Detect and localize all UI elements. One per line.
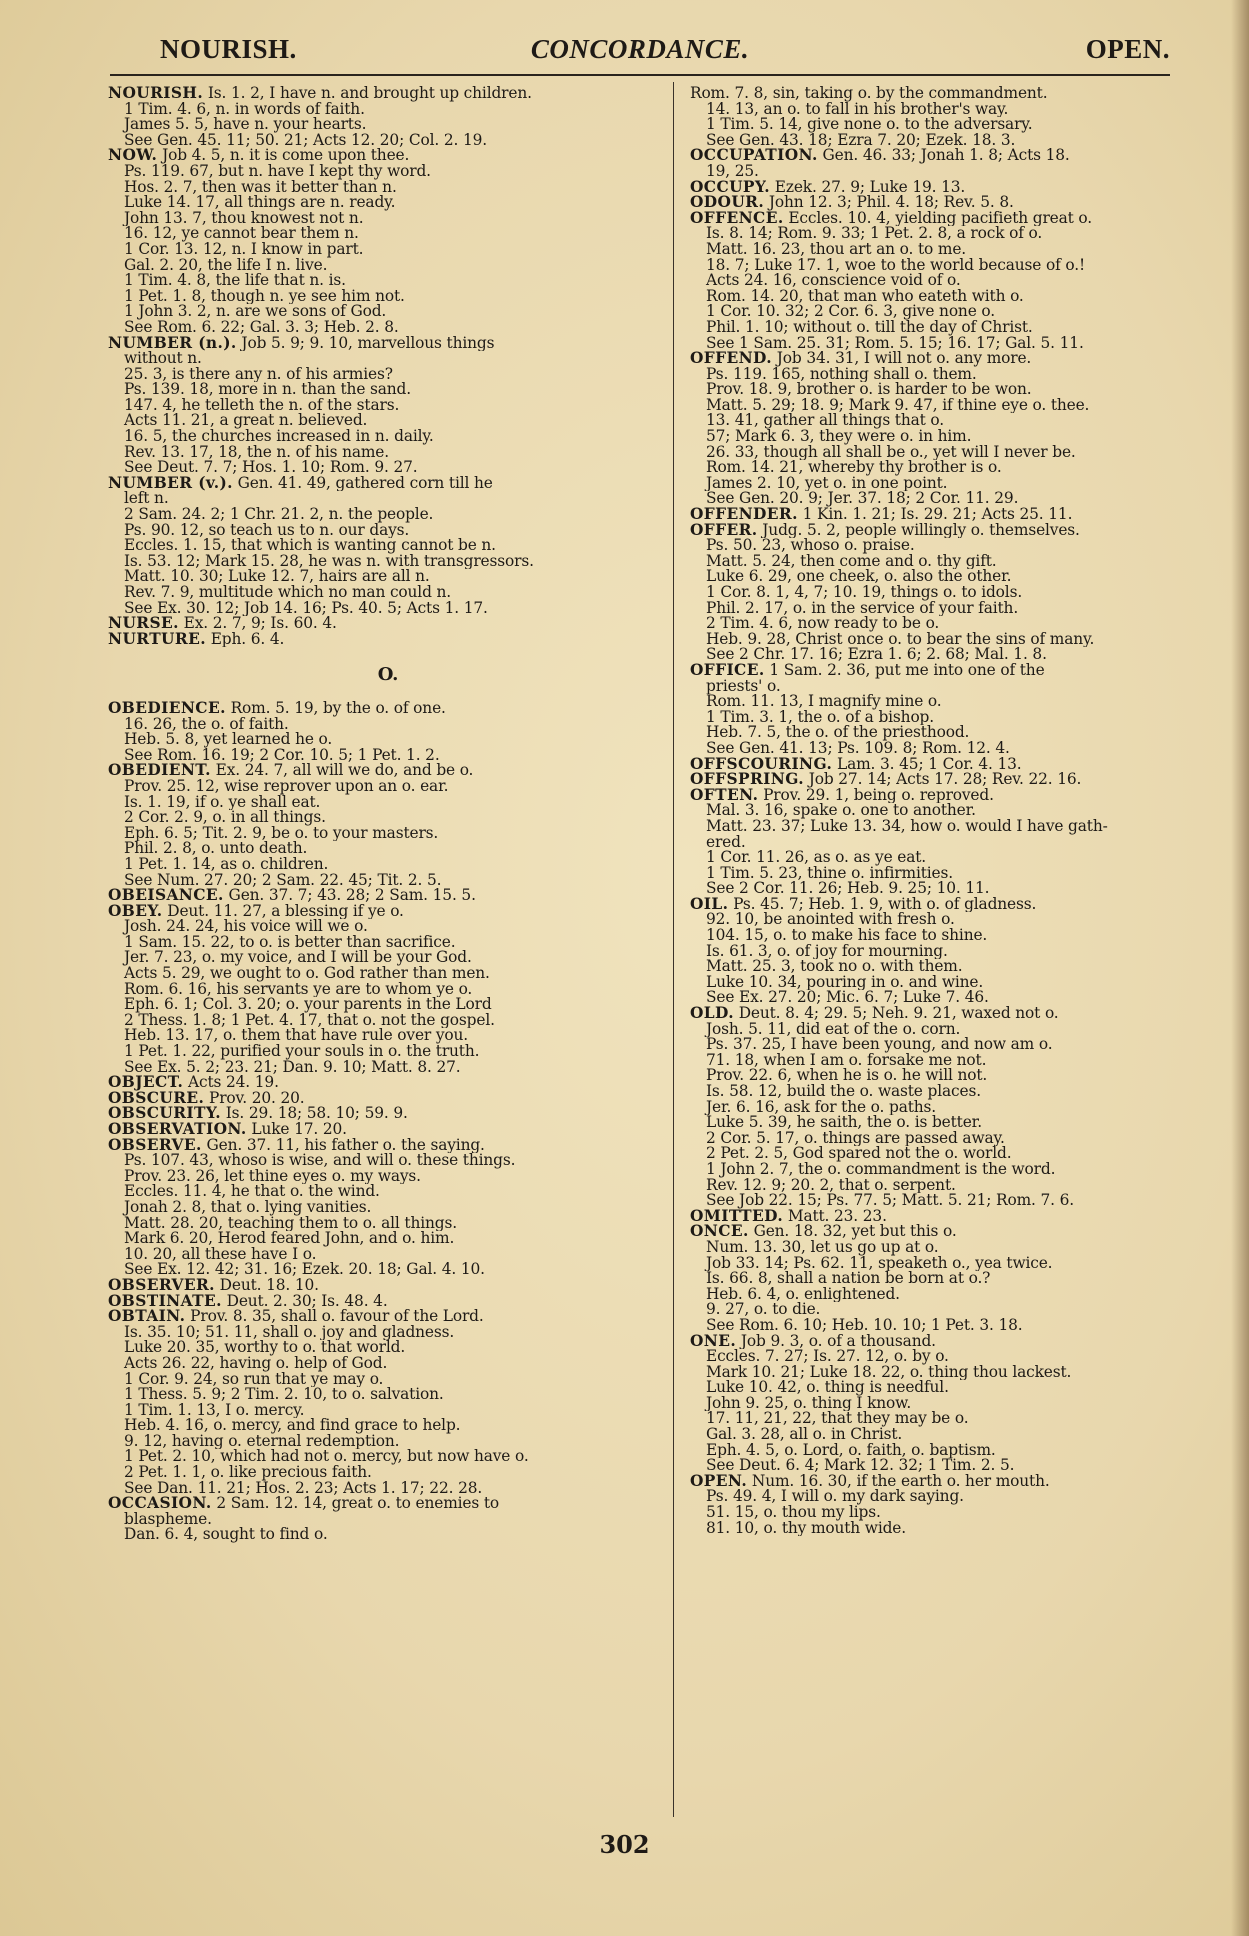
entry-headword: OBEDIENT. xyxy=(108,763,211,779)
reference-line: Is. 66. 8, shall a nation be born at o.? xyxy=(706,1271,991,1287)
header-center: CONCORDANCE. xyxy=(530,34,750,64)
entry-text: Gen. 46. 33; Jonah 1. 8; Acts 18. xyxy=(817,148,1070,164)
entry-text: Judg. 5. 2, people willingly o. themselves. xyxy=(757,522,1080,539)
reference-line: Is. 35. 10; 51. 11, shall o. joy and gladness. xyxy=(124,1324,455,1341)
entry-line xyxy=(690,1209,1215,1225)
entry-headword: OBSCURE. xyxy=(108,1090,205,1107)
entry-headword: OFFSCOURING. xyxy=(690,756,833,773)
reference-line: Rom. 14. 21, whereby thy brother is o. xyxy=(706,460,1002,476)
entry-text: Ex. 2. 7, 9; Is. 60. 4. xyxy=(178,616,337,632)
entry-text: Ezek. 27. 9; Luke 19. 13. xyxy=(770,179,966,196)
reference-line: Job 33. 14; Ps. 62. 11, speaketh o., yea twice. xyxy=(706,1255,1053,1272)
entry-line xyxy=(690,507,1215,523)
reference-line: See Deut. 6. 4; Mark 12. 32; 1 Tim. 2. 5. xyxy=(706,1458,1015,1474)
reference-line: Eph. 4. 5, o. Lord, o. faith, o. baptism. xyxy=(706,1442,996,1459)
reference-line: Eccles. 11. 4, he that o. the wind. xyxy=(124,1184,380,1200)
reference-line: Luke 10. 34, pouring in o. and wine. xyxy=(706,974,984,991)
entry-headword: OBEISANCE. xyxy=(108,888,224,904)
reference-line: 2 Cor. 2. 9, o. in all things. xyxy=(124,810,326,826)
reference-line: 9. 12, having o. eternal redemption. xyxy=(124,1433,400,1450)
header-left: NOURISH. xyxy=(160,34,297,64)
entry-headword: OBEY. xyxy=(108,903,163,920)
entry-headword: OFFER. xyxy=(690,522,758,539)
page-number: 302 xyxy=(599,1830,650,1859)
entry-line xyxy=(108,148,668,164)
reference-line: Jonah 2. 8, that o. lying vanities. xyxy=(124,1199,372,1216)
entry-line xyxy=(690,523,1215,539)
reference-line: See Rom. 6. 10; Heb. 10. 10; 1 Pet. 3. 18. xyxy=(706,1317,1023,1334)
entry-line xyxy=(690,148,1215,164)
reference-line: 2 Thess. 1. 8; 1 Pet. 4. 17, that o. not the gospel. xyxy=(124,1012,495,1029)
reference-line: 1 Pet. 2. 10, which had not o. mercy, but now have o. xyxy=(124,1449,529,1466)
reference-line: 13. 41, gather all things that o. xyxy=(706,413,944,430)
entry-line xyxy=(690,1334,1215,1350)
reference-line: 18. 7; Luke 17. 1, woe to the world because of o.! xyxy=(706,257,1085,274)
entry-text: Job 34. 31, I will not o. any more. xyxy=(772,351,1032,367)
reference-line: Phil. 2. 8, o. unto death. xyxy=(124,841,308,857)
entry-line xyxy=(690,788,1215,804)
reference-line: Is. 8. 14; Rom. 9. 33; 1 Pet. 2. 8, a rock of o. xyxy=(706,226,1043,242)
reference-line: Ps. 119. 67, but n. have I kept thy word. xyxy=(124,163,431,180)
reference-line: 1 Cor. 11. 26, as o. as ye eat. xyxy=(706,850,927,866)
running-header xyxy=(110,28,1170,72)
entry-headword: OBSTINATE. xyxy=(108,1293,222,1310)
entry-line xyxy=(108,1496,668,1512)
entry-text: Prov. 29. 1, being o. reproved. xyxy=(758,787,994,804)
entry-line xyxy=(690,86,1215,102)
reference-line: 1 Cor. 9. 24, so run that ye may o. xyxy=(124,1371,384,1388)
reference-line: Luke 5. 39, he saith, the o. is better. xyxy=(706,1115,982,1131)
reference-line: See Ex. 30. 12; Job 14. 16; Ps. 40. 5; Acts 1. 17. xyxy=(124,600,488,617)
header-right: OPEN. xyxy=(1085,34,1170,64)
reference-line: 17. 11, 21, 22, that they may be o. xyxy=(706,1411,969,1428)
reference-line: 1 Sam. 15. 22, to o. is better than sacrifice. xyxy=(124,934,456,951)
reference-line: 25. 3, is there any n. of his armies? xyxy=(124,366,393,383)
entry-headword: NURSE. xyxy=(108,616,179,632)
reference-line: Gal. 2. 20, the life I n. live. xyxy=(124,257,328,274)
reference-line: 1 Pet. 1. 14, as o. children. xyxy=(124,856,329,873)
entry-headword: OFFENCE. xyxy=(690,210,784,227)
entry-text: Job 4. 5, n. it is come upon thee. xyxy=(157,148,410,164)
reference-line: 1 Cor. 8. 1, 4, 7; 10. 19, things o. to idols. xyxy=(706,585,1023,601)
reference-line: Acts 26. 22, having o. help of God. xyxy=(124,1355,388,1372)
reference-line: Rom. 6. 16, his servants ye are to whom ye o. xyxy=(124,981,473,998)
reference-line: John 13. 7, thou knowest not n. xyxy=(124,210,364,227)
reference-line: without n. xyxy=(124,351,202,367)
entry-line xyxy=(108,336,668,352)
entry-text: Num. 16. 30, if the earth o. her mouth. xyxy=(747,1473,1050,1490)
entry-text: Job 27. 14; Acts 17. 28; Rev. 22. 16. xyxy=(803,772,1082,788)
entry-line xyxy=(108,701,668,717)
entry-line xyxy=(108,1106,668,1122)
entry-line xyxy=(108,1294,668,1310)
reference-line: 1 Tim. 4. 8, the life that n. is. xyxy=(124,273,346,289)
reference-line: blaspheme. xyxy=(124,1511,212,1528)
reference-line: 26. 33, though all shall be o., yet will I never be. xyxy=(706,444,1076,461)
entry-text: Deut. 2. 30; Is. 48. 4. xyxy=(221,1293,388,1310)
reference-line: Matt. 5. 24, then come and o. thy gift. xyxy=(706,553,997,570)
reference-line: See Rom. 16. 19; 2 Cor. 10. 5; 1 Pet. 1. 2. xyxy=(124,747,440,764)
reference-line: Mark 6. 20, Herod feared John, and o. him. xyxy=(124,1231,455,1247)
entry-line xyxy=(690,772,1215,788)
reference-line: Is. 61. 3, o. of joy for mourning. xyxy=(706,943,948,960)
reference-line: James 5. 5, have n. your hearts. xyxy=(124,117,367,133)
entry-line xyxy=(108,632,668,648)
reference-line: Prov. 18. 9, brother o. is harder to be won. xyxy=(706,382,1032,398)
reference-line: Eph. 6. 1; Col. 3. 20; o. your parents in the Lord xyxy=(124,997,492,1013)
right-column xyxy=(690,86,1215,1536)
entry-text: Rom. 7. 8, sin, taking o. by the commandment. xyxy=(690,86,1048,102)
entry-text: 1 Kin. 1. 21; Is. 29. 21; Acts 25. 11. xyxy=(797,507,1073,523)
entry-text: Is. 1. 2, I have n. and brought up children. xyxy=(203,86,532,102)
reference-line: 2 Sam. 24. 2; 1 Chr. 21. 2, n. the people. xyxy=(124,507,434,523)
entry-headword: OIL. xyxy=(690,896,729,913)
reference-line: Matt. 25. 3, took no o. with them. xyxy=(706,959,963,975)
reference-line: Eph. 6. 5; Tit. 2. 9, be o. to your masters. xyxy=(124,825,439,842)
entry-headword: ONCE. xyxy=(690,1224,749,1240)
reference-line: 57; Mark 6. 3, they were o. in him. xyxy=(706,429,972,445)
reference-line: 1 John 3. 2, n. are we sons of God. xyxy=(124,304,387,320)
entry-headword: OBSERVE. xyxy=(108,1137,202,1154)
reference-line: Eccles. 1. 15, that which is wanting cannot be n. xyxy=(124,538,496,554)
entry-text: Job 5. 9; 9. 10, marvellous things xyxy=(236,335,495,352)
entry-headword: NURTURE. xyxy=(108,631,206,648)
reference-line: See 2 Cor. 11. 26; Heb. 9. 25; 10. 11. xyxy=(706,881,990,897)
reference-line: Acts 5. 29, we ought to o. God rather than men. xyxy=(124,966,490,982)
reference-line: See 1 Sam. 25. 31; Rom. 5. 15; 16. 17; Gal. 5. 11. xyxy=(706,335,1084,352)
reference-line: See Ex. 27. 20; Mic. 6. 7; Luke 7. 46. xyxy=(706,990,989,1007)
reference-line: Matt. 28. 20, teaching them to o. all things. xyxy=(124,1215,457,1232)
header-rule xyxy=(110,74,1170,76)
reference-line: See Rom. 6. 22; Gal. 3. 3; Heb. 2. 8. xyxy=(124,319,399,336)
reference-line: 2 Tim. 4. 6, now ready to be o. xyxy=(706,616,940,632)
reference-line: Ps. 139. 18, more in n. than the sand. xyxy=(124,382,412,398)
reference-line: See Dan. 11. 21; Hos. 2. 23; Acts 1. 17; 22. 28. xyxy=(124,1480,483,1497)
entry-headword: NUMBER (v.). xyxy=(108,475,233,492)
reference-line: Acts 11. 21, a great n. believed. xyxy=(124,413,368,430)
reference-line: Phil. 1. 10; without o. till the day of Christ. xyxy=(706,319,1033,336)
entry-text: Gen. 41. 49, gathered corn till he xyxy=(232,475,493,492)
entry-headword: OPEN. xyxy=(690,1473,748,1490)
reference-line: See Gen. 20. 9; Jer. 37. 18; 2 Cor. 11. 29. xyxy=(706,491,1019,508)
entry-line xyxy=(690,351,1215,367)
entry-line xyxy=(108,616,668,632)
entry-text: Ps. 45. 7; Heb. 1. 9, with o. of gladness. xyxy=(728,896,1037,913)
reference-line: Ps. 50. 23, whoso o. praise. xyxy=(706,538,915,554)
reference-line: 71. 18, when I am o. forsake me not. xyxy=(706,1052,987,1069)
entry-line xyxy=(108,1091,668,1107)
entry-text: Gen. 37. 11, his father o. the saying. xyxy=(201,1137,485,1154)
page-edge-shadow xyxy=(1231,0,1249,1936)
reference-line: 1 Tim. 5. 23, thine o. infirmities. xyxy=(706,865,953,882)
reference-line: Jer. 7. 23, o. my voice, and I will be your God. xyxy=(124,950,472,967)
entry-headword: NUMBER (n.). xyxy=(108,335,237,352)
reference-line: Ps. 37. 25, I have been young, and now am o. xyxy=(706,1037,1053,1053)
reference-line: 19, 25. xyxy=(706,163,759,180)
reference-line: priests' o. xyxy=(706,678,781,695)
reference-line: left n. xyxy=(124,491,169,508)
reference-line: ered. xyxy=(706,834,746,851)
reference-line: Heb. 9. 28, Christ once o. to bear the sins of many. xyxy=(706,631,1095,648)
entry-text: Deut. 18. 10. xyxy=(214,1277,319,1294)
entry-line xyxy=(690,195,1215,211)
entry-text: 1 Sam. 2. 36, put me into one of the xyxy=(764,662,1045,679)
entry-line xyxy=(108,763,668,779)
reference-line: Rom. 14. 20, that man who eateth with o. xyxy=(706,288,1024,305)
reference-line: Prov. 22. 6, when he is o. he will not. xyxy=(706,1068,988,1084)
reference-line: Hos. 2. 7, then was it better than n. xyxy=(124,179,397,196)
entry-text: Job 9. 3, o. of a thousand. xyxy=(736,1333,936,1350)
reference-line: Heb. 13. 17, o. them that have rule over you. xyxy=(124,1028,469,1045)
reference-line: Dan. 6. 4, sought to find o. xyxy=(124,1527,328,1544)
entry-headword: OFTEN. xyxy=(690,787,759,804)
entry-line xyxy=(108,1138,668,1154)
entry-headword: OMITTED. xyxy=(690,1208,784,1225)
entry-line xyxy=(690,1006,1215,1022)
reference-line: Mal. 3. 16, spake o. one to another. xyxy=(706,803,976,819)
entry-text: Lam. 3. 45; 1 Cor. 4. 13. xyxy=(832,756,1022,773)
entry-text: 2 Sam. 12. 14, great o. to enemies to xyxy=(211,1496,500,1512)
reference-line: Ps. 107. 43, whoso is wise, and will o. these things. xyxy=(124,1153,516,1169)
reference-line: Prov. 25. 12, wise reprover upon an o. ear. xyxy=(124,778,449,795)
reference-line: See 2 Chr. 17. 16; Ezra 1. 6; 2. 68; Mal. 1. 8. xyxy=(706,647,1047,663)
entry-line xyxy=(108,1278,668,1294)
entry-text: Prov. 20. 20. xyxy=(204,1090,305,1107)
reference-line: 1 Tim. 4. 6, n. in words of faith. xyxy=(124,101,365,118)
entry-headword: OCCUPATION. xyxy=(690,148,818,164)
reference-line: 2 Cor. 5. 17, o. things are passed away. xyxy=(706,1130,1005,1147)
entry-line xyxy=(108,86,668,102)
entry-headword: OFFENDER. xyxy=(690,507,798,523)
reference-line: Prov. 23. 26, let thine eyes o. my ways. xyxy=(124,1168,421,1185)
reference-line: 14. 13, an o. to fall in his brother's way. xyxy=(706,101,1009,118)
entry-headword: OBSCURITY. xyxy=(108,1106,222,1122)
reference-line: Matt. 16. 23, thou art an o. to me. xyxy=(706,241,967,258)
entry-text: Deut. 11. 27, a blessing if ye o. xyxy=(162,903,404,920)
entry-headword: OCCUPY. xyxy=(690,179,771,196)
reference-line: Josh. 5. 11, did eat of the o. corn. xyxy=(706,1021,961,1038)
entry-text: John 12. 3; Phil. 4. 18; Rev. 5. 8. xyxy=(764,195,1014,211)
reference-line: See Ex. 12. 42; 31. 16; Ezek. 20. 18; Gal. 4. 10. xyxy=(124,1262,485,1278)
reference-line: Matt. 10. 30; Luke 12. 7, hairs are all n. xyxy=(124,569,430,585)
entry-text: Eph. 6. 4. xyxy=(205,631,285,648)
entry-line xyxy=(690,663,1215,679)
entry-headword: NOW. xyxy=(108,148,158,164)
entry-headword: OFFSPRING. xyxy=(690,772,804,788)
reference-line: 1 Tim. 1. 13, I o. mercy. xyxy=(124,1402,305,1419)
reference-line: 1 Pet. 1. 8, though n. ye see him not. xyxy=(124,288,405,305)
reference-line: Gal. 3. 28, all o. in Christ. xyxy=(706,1427,903,1443)
entry-text: Eccles. 10. 4, yielding pacifieth great o. xyxy=(783,210,1093,227)
reference-line: 2 Pet. 1. 1, o. like precious faith. xyxy=(124,1465,372,1481)
entry-text: Luke 17. 20. xyxy=(246,1122,347,1138)
reference-line: 9. 27, o. to die. xyxy=(706,1302,821,1318)
entry-line xyxy=(690,180,1215,196)
reference-line: Rev. 13. 17, 18, the n. of his name. xyxy=(124,444,390,461)
reference-line: Mark 10. 21; Luke 18. 22, o. thing thou lackest. xyxy=(706,1364,1072,1381)
reference-line: Luke 20. 35, worthy to o. that world. xyxy=(124,1340,406,1356)
reference-line: Eccles. 7. 27; Is. 27. 12, o. by o. xyxy=(706,1349,949,1365)
reference-line: Heb. 6. 4, o. enlightened. xyxy=(706,1286,900,1303)
reference-line: See Gen. 45. 11; 50. 21; Acts 12. 20; Col. 2. 19. xyxy=(124,132,488,149)
entry-headword: OBSERVER. xyxy=(108,1277,215,1294)
reference-line: 81. 10, o. thy mouth wide. xyxy=(706,1520,907,1537)
reference-line: James 2. 10, yet o. in one point. xyxy=(706,475,948,492)
entry-text: Is. 29. 18; 58. 10; 59. 9. xyxy=(221,1106,408,1122)
reference-line: Josh. 24. 24, his voice will we o. xyxy=(124,919,368,935)
entry-line xyxy=(690,1224,1215,1240)
entry-line xyxy=(108,1075,668,1091)
entry-headword: ODOUR. xyxy=(690,195,765,211)
entry-text: Acts 24. 19. xyxy=(183,1075,279,1091)
entry-line xyxy=(108,476,668,492)
reference-line: 51. 15, o. thou my lips. xyxy=(706,1505,881,1521)
reference-line: Rev. 7. 9, multitude which no man could n. xyxy=(124,585,452,601)
reference-line: 1 Tim. 5. 14, give none o. to the adversary. xyxy=(706,117,1033,133)
reference-line: See Gen. 43. 18; Ezra 7. 20; Ezek. 18. 3. xyxy=(706,132,1016,149)
reference-line: 16. 5, the churches increased in n. daily. xyxy=(124,429,434,445)
reference-line: Ps. 119. 165, nothing shall o. them. xyxy=(706,366,977,383)
reference-line: 147. 4, he telleth the n. of the stars. xyxy=(124,397,400,414)
reference-line: John 9. 25, o. thing I know. xyxy=(706,1395,912,1412)
reference-line: Is. 58. 12, build the o. waste places. xyxy=(706,1084,981,1100)
reference-line: Rom. 11. 13, I magnify mine o. xyxy=(706,694,942,710)
entry-headword: OBSERVATION. xyxy=(108,1122,247,1138)
entry-text: Gen. 18. 32, yet but this o. xyxy=(748,1224,957,1240)
reference-line: Ps. 49. 4, I will o. my dark saying. xyxy=(706,1489,964,1506)
entry-line xyxy=(690,1474,1215,1490)
reference-line: 1 Tim. 3. 1, the o. of a bishop. xyxy=(706,709,934,726)
entry-line xyxy=(108,888,668,904)
reference-line: 1 Pet. 1. 22, purified your souls in o. the truth. xyxy=(124,1044,480,1060)
entry-line xyxy=(690,897,1215,913)
entry-line xyxy=(108,904,668,920)
reference-line: See Job 22. 15; Ps. 77. 5; Matt. 5. 21; Rom. 7. 6. xyxy=(706,1193,1075,1209)
reference-line: Matt. 5. 29; 18. 9; Mark 9. 47, if thine eye o. thee. xyxy=(706,397,1090,414)
entry-text: Deut. 8. 4; 29. 5; Neh. 9. 21, waxed not o. xyxy=(733,1006,1059,1022)
reference-line: Jer. 6. 16, ask for the o. paths. xyxy=(706,1099,937,1116)
reference-line: 1 Thess. 5. 9; 2 Tim. 2. 10, to o. salvation. xyxy=(124,1387,444,1403)
reference-line: Luke 14. 17, all things are n. ready. xyxy=(124,195,396,211)
reference-line: Heb. 4. 16, o. mercy, and find grace to help. xyxy=(124,1418,461,1434)
reference-line: Acts 24. 16, conscience void of o. xyxy=(706,273,961,289)
entry-headword: ONE. xyxy=(690,1333,737,1350)
reference-line: Luke 6. 29, one cheek, o. also the other. xyxy=(706,569,1012,585)
entry-headword: OFFEND. xyxy=(690,351,773,367)
entry-headword: NOURISH. xyxy=(108,86,204,102)
reference-line: 1 John 2. 7, the o. commandment is the word. xyxy=(706,1161,1056,1178)
reference-line: See Deut. 7. 7; Hos. 1. 10; Rom. 9. 27. xyxy=(124,460,418,476)
reference-line: 104. 15, o. to make his face to shine. xyxy=(706,928,988,944)
entry-headword: OBTAIN. xyxy=(108,1309,186,1325)
reference-line: Ps. 90. 12, so teach us to n. our days. xyxy=(124,522,410,539)
reference-line: Phil. 2. 17, o. in the service of your faith. xyxy=(706,600,1019,617)
reference-line: Is. 53. 12; Mark 15. 28, he was n. with transgressors. xyxy=(124,553,534,570)
entry-text: Gen. 37. 7; 43. 28; 2 Sam. 15. 5. xyxy=(223,888,476,904)
reference-line: Matt. 23. 37; Luke 13. 34, how o. would I have gath- xyxy=(706,818,1108,835)
entry-text: Rom. 5. 19, by the o. of one. xyxy=(225,700,446,717)
reference-line: 92. 10, be anointed with fresh o. xyxy=(706,912,955,929)
reference-line: 1 Cor. 13. 12, n. I know in part. xyxy=(124,241,364,258)
letter-heading: O. xyxy=(377,664,399,686)
entry-line xyxy=(690,757,1215,773)
entry-line xyxy=(108,1309,668,1325)
reference-line: 10. 20, all these have I o. xyxy=(124,1246,317,1263)
reference-line: 16. 12, ye cannot bear them n. xyxy=(124,226,359,242)
reference-line: See Gen. 41. 13; Ps. 109. 8; Rom. 12. 4. xyxy=(706,740,1010,757)
reference-line: See Ex. 5. 2; 23. 21; Dan. 9. 10; Matt. 8. 27. xyxy=(124,1059,461,1076)
reference-line: Luke 10. 42, o. thing is needful. xyxy=(706,1380,949,1396)
reference-line: Heb. 7. 5, the o. of the priesthood. xyxy=(706,725,970,741)
entry-text: Ex. 24. 7, all will we do, and be o. xyxy=(210,763,474,779)
entry-headword: OBJECT. xyxy=(108,1075,184,1091)
reference-line: Num. 13. 30, let us go up at o. xyxy=(706,1239,939,1256)
entry-headword: OCCASION. xyxy=(108,1496,212,1512)
reference-line: Heb. 5. 8, yet learned he o. xyxy=(124,732,333,748)
entry-line xyxy=(690,211,1215,227)
column-divider xyxy=(673,82,674,1817)
reference-line: 16. 26, the o. of faith. xyxy=(124,716,289,733)
entry-headword: OFFICE. xyxy=(690,662,765,679)
reference-line: 1 Cor. 10. 32; 2 Cor. 6. 3, give none o. xyxy=(706,304,995,320)
entry-headword: OLD. xyxy=(690,1006,734,1022)
reference-line: See Num. 27. 20; 2 Sam. 22. 45; Tit. 2. 5. xyxy=(124,872,442,889)
entry-headword: OBEDIENCE. xyxy=(108,700,226,717)
reference-line: Is. 1. 19, if o. ye shall eat. xyxy=(124,794,321,811)
entry-line xyxy=(108,1122,668,1138)
entry-text: Prov. 8. 35, shall o. favour of the Lord. xyxy=(185,1309,484,1325)
entry-text: Matt. 23. 23. xyxy=(783,1208,887,1225)
left-column xyxy=(108,86,668,1543)
reference-line: Rev. 12. 9; 20. 2, that o. serpent. xyxy=(706,1177,956,1194)
reference-line: 2 Pet. 2. 5, God spared not the o. world. xyxy=(706,1146,1012,1162)
